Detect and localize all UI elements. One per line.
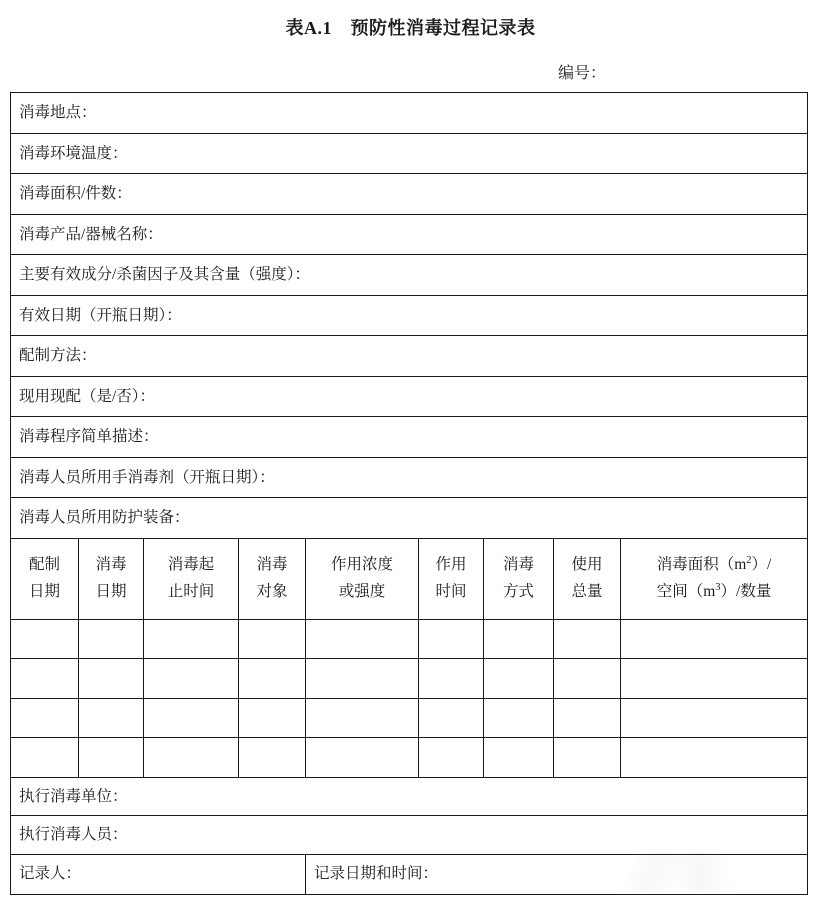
cell-contact-time[interactable] — [419, 698, 484, 738]
column-header-line2: 日期 — [95, 583, 127, 600]
table-row — [11, 738, 808, 778]
cell-total-used[interactable] — [554, 659, 621, 699]
field-row-active-ingredient — [11, 255, 808, 296]
column-header-area-volume-quantity — [621, 538, 808, 619]
cell-concentration[interactable] — [306, 619, 419, 659]
field-row-preparation-method — [11, 336, 808, 377]
field-row-fresh-prepared — [11, 376, 808, 417]
cell-disinfection-date[interactable] — [79, 619, 144, 659]
field-row-area-or-count — [11, 174, 808, 215]
cell-concentration[interactable] — [306, 738, 419, 778]
field-row-location — [11, 93, 808, 134]
column-header-line1: 消毒起 — [167, 555, 215, 573]
field-label-ambient-temperature: 消毒环境温度： — [11, 133, 808, 174]
cell-area-volume-quantity[interactable] — [621, 619, 808, 659]
column-header-line2: 方式 — [502, 583, 534, 600]
field-row-record-info — [11, 854, 808, 894]
cell-area-volume-quantity[interactable] — [621, 738, 808, 778]
cell-target-object[interactable] — [239, 659, 306, 699]
column-header-line2: 总量 — [571, 583, 603, 600]
field-row-procedure-description — [11, 417, 808, 458]
field-label-executing-personnel: 执行消毒人员： — [11, 816, 808, 855]
column-header-line1: 使用 — [571, 555, 603, 573]
column-header-preparation-date — [11, 538, 79, 619]
column-header-target-object — [239, 538, 306, 619]
cell-method[interactable] — [484, 659, 554, 699]
cell-contact-time[interactable] — [419, 619, 484, 659]
column-header-line1: 消毒 — [256, 555, 288, 573]
cell-concentration[interactable] — [306, 698, 419, 738]
field-label-preparation-method: 配制方法： — [11, 336, 808, 377]
cell-total-used[interactable] — [554, 698, 621, 738]
table-row — [11, 619, 808, 659]
field-label-executing-unit: 执行消毒单位： — [11, 777, 808, 816]
table-row — [11, 659, 808, 699]
cell-method[interactable] — [484, 738, 554, 778]
table-row — [11, 698, 808, 738]
cell-target-object[interactable] — [239, 738, 306, 778]
column-header-line1: 作用浓度 — [330, 555, 393, 573]
field-row-product-name — [11, 214, 808, 255]
field-label-fresh-prepared: 现用现配（是/否）： — [11, 376, 808, 417]
cell-disinfection-date[interactable] — [79, 659, 144, 699]
column-header-line2: 止时间 — [167, 583, 215, 600]
cell-disinfection-date[interactable] — [79, 698, 144, 738]
field-label-product-name: 消毒产品/器械名称： — [11, 214, 808, 255]
page-title: 表A.1 预防性消毒过程记录表 — [285, 18, 536, 38]
field-label-hand-sanitizer: 消毒人员所用手消毒剂（开瓶日期）： — [11, 457, 808, 498]
cell-method[interactable] — [484, 698, 554, 738]
column-header-line1: 消毒 — [95, 555, 127, 573]
field-row-expiry-date — [11, 295, 808, 336]
column-header-method — [484, 538, 554, 619]
cell-total-used[interactable] — [554, 619, 621, 659]
column-header-line1: 配制 — [28, 555, 60, 573]
cell-preparation-date[interactable] — [11, 619, 79, 659]
cell-preparation-date[interactable] — [11, 659, 79, 699]
field-row-ambient-temperature — [11, 133, 808, 174]
cell-start-end-time[interactable] — [144, 698, 239, 738]
grid-header-row — [11, 538, 808, 619]
cell-target-object[interactable] — [239, 619, 306, 659]
cell-start-end-time[interactable] — [144, 659, 239, 699]
column-header-line1: 消毒面积$(m^2)/$ — [656, 554, 772, 573]
column-header-line1: 消毒 — [502, 555, 534, 573]
cell-contact-time[interactable] — [419, 659, 484, 699]
column-header-total-used — [554, 538, 621, 619]
column-header-concentration — [306, 538, 419, 619]
cell-disinfection-date[interactable] — [79, 738, 144, 778]
column-header-line1: 作用 — [435, 555, 467, 573]
column-header-line2: 日期 — [28, 583, 60, 600]
cell-preparation-date[interactable] — [11, 738, 79, 778]
cell-target-object[interactable] — [239, 698, 306, 738]
cell-contact-time[interactable] — [419, 738, 484, 778]
field-row-hand-sanitizer — [11, 457, 808, 498]
cell-total-used[interactable] — [554, 738, 621, 778]
disinfection-record-table — [10, 92, 808, 895]
column-header-line2: 或强度 — [338, 583, 386, 600]
field-label-procedure-description: 消毒程序简单描述： — [11, 417, 808, 458]
cell-preparation-date[interactable] — [11, 698, 79, 738]
column-header-disinfection-date — [79, 538, 144, 619]
column-header-line2: 空间$(m^3)/$数量 — [656, 581, 772, 600]
field-row-executing-unit — [11, 777, 808, 816]
column-header-start-end-time — [144, 538, 239, 619]
cell-start-end-time[interactable] — [144, 738, 239, 778]
column-header-line2: 对象 — [256, 583, 288, 600]
field-label-protective-equipment: 消毒人员所用防护装备： — [11, 498, 808, 539]
field-label-recorder: 记录人： — [11, 854, 306, 894]
cell-area-volume-quantity[interactable] — [621, 659, 808, 699]
column-header-line2: 时间 — [435, 583, 467, 600]
field-row-executing-personnel — [11, 816, 808, 855]
cell-start-end-time[interactable] — [144, 619, 239, 659]
cell-concentration[interactable] — [306, 659, 419, 699]
field-label-active-ingredient: 主要有效成分/杀菌因子及其含量（强度）： — [11, 255, 808, 296]
field-label-expiry-date: 有效日期（开瓶日期）： — [11, 295, 808, 336]
field-label-location: 消毒地点： — [11, 93, 808, 134]
column-header-contact-time — [419, 538, 484, 619]
cell-method[interactable] — [484, 619, 554, 659]
cell-area-volume-quantity[interactable] — [621, 698, 808, 738]
field-row-protective-equipment — [11, 498, 808, 539]
serial-number-label: 编号： — [558, 65, 607, 82]
field-label-record-datetime: 记录日期和时间： — [306, 854, 808, 894]
field-label-area-or-count: 消毒面积/件数： — [11, 174, 808, 215]
